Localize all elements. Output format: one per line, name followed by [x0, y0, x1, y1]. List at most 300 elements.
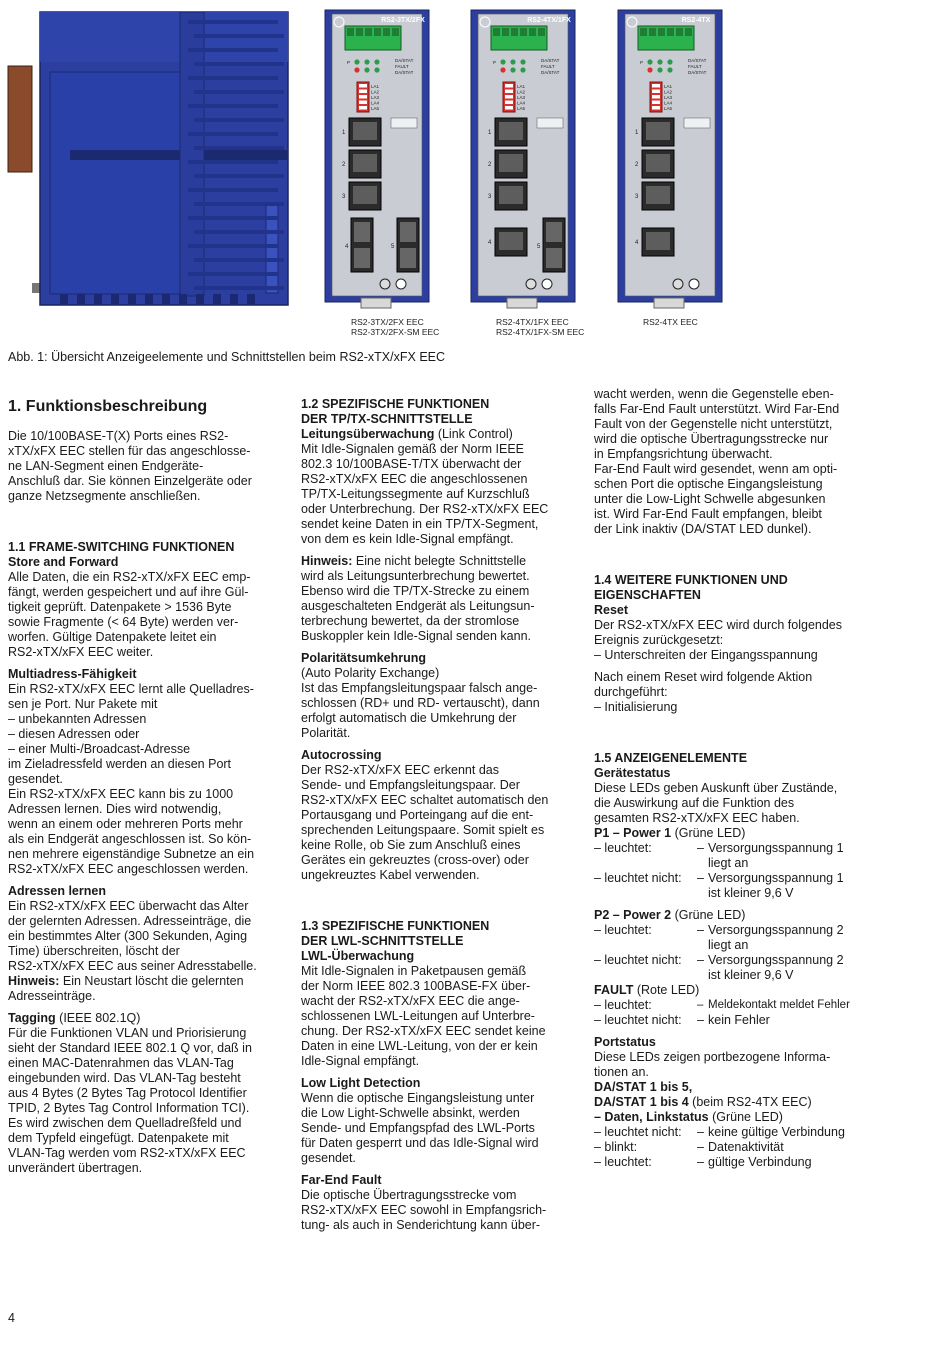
text-line: durchgeführt:: [594, 685, 668, 699]
port-number: 3: [488, 194, 492, 200]
text-line: die Auswirkung auf die Funktion des: [594, 796, 795, 810]
panel-header-text: RS2-4TX: [681, 17, 711, 24]
led: [374, 67, 379, 72]
fault-label: FAULT: [594, 983, 634, 997]
p-label: P: [347, 60, 351, 65]
tagging-text: [8, 1026, 286, 1176]
p1-suffix: (Grüne LED): [671, 826, 746, 840]
fin: [188, 76, 278, 80]
device-illustration: [0, 0, 950, 345]
text-line: Die 10/100BASE-T(X) Ports eines RS2-: [8, 429, 229, 443]
reset-text-2: [594, 670, 879, 715]
text-line: RS2-xTX/xFX EEC aus seiner Adresstabelle.: [8, 959, 257, 973]
text-line: schlossen (RD+ und RD- vertauscht), dann: [301, 696, 540, 710]
fiber-socket: [400, 222, 416, 242]
text-line: ungekreuztes Kabel verwenden.: [301, 868, 480, 882]
text-line: erfolgt automatisch die Umkehrung der: [301, 711, 517, 725]
p1-heading: [594, 826, 879, 841]
fin-bottom: [213, 294, 221, 304]
text-line: sendet keine Daten in ein TP/TX-Segment,: [301, 517, 539, 531]
text-line: Idle-Signal empfängt.: [301, 1054, 420, 1068]
front-panel-1: [325, 10, 429, 308]
fin: [188, 20, 278, 24]
fin-bottom: [111, 294, 119, 304]
polarity-text: [301, 666, 579, 741]
dip-label: LA1: [664, 84, 673, 89]
din-clip: [507, 298, 537, 308]
text-line: Sende- und Empfangspfad des LWL-Ports: [301, 1121, 535, 1135]
led-label: DA/STAT: [541, 58, 560, 63]
text-line: wird die optische Übertragungsstrecke nur: [594, 432, 829, 446]
rj45-socket: [353, 122, 377, 140]
text-line: ne LAN-Segment einen Endgeräte-: [8, 459, 204, 473]
text-line: Ist das Empfangsleitungspaar falsch ange-: [301, 681, 538, 695]
port-number: 2: [635, 162, 639, 168]
front-panel-3: [618, 10, 722, 308]
dip-label: LA4: [517, 100, 526, 106]
tagging-label: Tagging: [8, 1011, 56, 1025]
text-line: unter die Low-Light Schwelle abgesunken: [594, 492, 826, 506]
text-line: – unbekannten Adressen: [8, 712, 147, 726]
fin: [188, 272, 278, 276]
fin: [188, 132, 278, 136]
text-line: Polarität.: [301, 726, 351, 740]
terminal-screw: [676, 28, 683, 36]
text-line: Ebenso wird die TP/TX-Strecke zu einem: [301, 584, 530, 598]
text-line: schlossenen LWL-Leitungen auf Unterbre-: [301, 1009, 535, 1023]
led-label: DA/STAT: [688, 58, 707, 63]
terminal-screw: [347, 28, 354, 36]
device-label-2: RS2-4TX/1FX EEC RS2-4TX/1FX-SM EEC: [496, 317, 585, 337]
text-line: wird als Leitungsunterbrechung bewertet.: [301, 569, 530, 583]
led: [520, 67, 525, 72]
p1-off-row: [594, 871, 879, 886]
text-line: nen mehrere eigenständige Subnetze an ein: [8, 847, 255, 861]
heading-reset: Reset: [594, 603, 629, 617]
text-line: RS2-xTX/xFX EEC angeschlossen werden.: [8, 862, 249, 876]
column-1: [8, 397, 286, 1176]
fin-bottom: [60, 294, 68, 304]
dip-lever: [359, 95, 367, 99]
dip-label: LA3: [664, 95, 673, 100]
led-label: FAULT: [395, 64, 409, 69]
lwl-monitoring-text: [301, 964, 579, 1069]
heading-port-status: Portstatus: [594, 1035, 656, 1049]
dip-lever: [505, 95, 513, 99]
heading-multiaddress: Multiadress-Fähigkeit: [8, 667, 137, 681]
led: [510, 59, 515, 64]
p-label: P: [640, 60, 644, 65]
fin-bottom: [247, 294, 255, 304]
terminal-screw: [649, 28, 656, 36]
fin-bottom: [230, 294, 238, 304]
port-number: 4: [345, 244, 349, 250]
heading-polarity: Polaritätsumkehrung: [301, 651, 427, 665]
p1-on-value-cont: liegt an: [708, 856, 749, 870]
led: [500, 67, 505, 72]
panel-header-text: RS2-4TX/1FX: [527, 17, 571, 24]
heading-tp-tx-1: 1.2 SPEZIFISCHE FUNKTIONEN: [301, 397, 490, 411]
reset-text: [594, 618, 879, 663]
dip-label: LA2: [517, 89, 526, 95]
fault-on-row: [594, 998, 879, 1013]
fin: [188, 216, 278, 220]
dip-label: LA5: [517, 106, 526, 111]
heading-link-control: [301, 427, 579, 442]
section-title-1: 1. Funktionsbeschreibung: [8, 398, 208, 415]
fin: [188, 48, 278, 52]
fin: [194, 62, 284, 66]
rj45-socket: [646, 232, 670, 250]
dip-lever: [505, 90, 513, 94]
low-light-text: [301, 1091, 579, 1166]
address-learning-hint: [8, 974, 286, 989]
dip-lever: [359, 106, 367, 110]
dastat-blink-value: – Datenaktivität: [697, 1140, 784, 1154]
led-label: DA/STAT: [688, 70, 707, 75]
dip-lever: [359, 84, 367, 88]
intro-paragraph: [8, 429, 286, 504]
led: [520, 59, 525, 64]
text-line: Mit Idle-Signalen gemäß der Norm IEEE: [301, 442, 525, 456]
terminal-screw: [538, 28, 545, 36]
text-line: sen je Port. Nur Pakete mit: [8, 697, 158, 711]
heading-lwl-monitoring: LWL-Überwachung: [301, 949, 415, 963]
port-number: 5: [391, 244, 395, 250]
dastat-on-row: [594, 1155, 879, 1170]
text-line: falls Far-End Fault unterstützt. Wird Far-End: [594, 402, 840, 416]
text-line: wacht der RS2-xTX/xFX EEC die ange-: [301, 994, 520, 1008]
text-line: die Low Light-Schwelle absinkt, werden: [301, 1106, 520, 1120]
terminal-screw: [374, 28, 381, 36]
column-2: [301, 397, 579, 1233]
front-panel-2: [471, 10, 575, 308]
rj45-socket: [353, 154, 377, 172]
text-line: Portausgang und Porteingang auf die ent-: [301, 808, 534, 822]
led-label: DA/STAT: [541, 70, 560, 75]
text-line: gesendet.: [301, 1151, 356, 1165]
terminal-screw: [667, 28, 674, 36]
led: [374, 59, 379, 64]
device-label-3: RS2-4TX EEC: [643, 317, 698, 327]
text-line: ein bestimmtes Alter (300 Sekunden, Aging: [8, 929, 248, 943]
earth-icon: [542, 279, 552, 289]
p2-label: P2 – Power 2: [594, 908, 672, 922]
fin-bottom: [145, 294, 153, 304]
text-line: Anschluß dar. Sie können Einzelgeräte oder: [8, 474, 252, 488]
dip-lever: [359, 101, 367, 105]
p1-on-row: [594, 841, 879, 856]
address-learning-text: [8, 899, 286, 974]
text-line: fängt, werden gespeichert und auf ihre Gül-: [8, 585, 249, 599]
rj45-socket: [353, 186, 377, 204]
dastat-blink-key: – blinkt:: [594, 1140, 638, 1154]
heading-lwl-1: 1.3 SPEZIFISCHE FUNKTIONEN: [301, 919, 490, 933]
dastat-off-key: – leuchtet nicht:: [594, 1125, 682, 1139]
device-figure: [0, 0, 950, 345]
hint-label: Hinweis:: [8, 974, 60, 988]
text-line: der Norm IEEE 802.3 100BASE-FX über-: [301, 979, 531, 993]
dip-lever: [652, 95, 660, 99]
tagging-suffix: (IEEE 802.1Q): [55, 1011, 141, 1025]
port-number: 2: [488, 162, 492, 168]
led: [364, 67, 369, 72]
dip-lever: [505, 101, 513, 105]
dip-label: LA4: [664, 100, 673, 106]
front-panels: [325, 10, 722, 308]
fault-off-key: – leuchtet nicht:: [594, 1013, 682, 1027]
din-clip: [361, 298, 391, 308]
text-line: Es wird zwischen dem Quelladreßfeld und: [8, 1116, 242, 1130]
p1-off-key: – leuchtet nicht:: [594, 871, 682, 885]
fault-heading: [594, 983, 879, 998]
ground-screw-icon: [380, 279, 390, 289]
text-line: – Initialisierung: [594, 700, 678, 714]
p2-off-key: – leuchtet nicht:: [594, 953, 682, 967]
text-line: RS2-xTX/xFX EEC schaltet automatisch den: [301, 793, 549, 807]
din-clip: [654, 298, 684, 308]
text-line: wacht werden, wenn die Gegenstelle eben-: [594, 387, 834, 401]
fiber-socket: [546, 222, 562, 242]
text-line: Diese LEDs zeigen portbezogene Informa-: [594, 1050, 831, 1064]
link-control-label: Leitungsüberwachung: [301, 427, 435, 441]
led: [354, 67, 359, 72]
p2-on-key: – leuchtet:: [594, 923, 652, 937]
dip-label: LA1: [517, 84, 526, 89]
port-number: 1: [635, 130, 639, 136]
p1-on-key: – leuchtet:: [594, 841, 652, 855]
led-label: FAULT: [688, 64, 702, 69]
port-number: 2: [342, 162, 346, 168]
p2-on-row: [594, 923, 879, 938]
fin-bottom: [162, 294, 170, 304]
fin: [194, 258, 284, 262]
heading-tagging: [8, 1011, 286, 1026]
dip-label: LA5: [371, 106, 380, 111]
dip-label: LA3: [517, 95, 526, 100]
dastat-off-value: – keine gültige Verbindung: [697, 1125, 845, 1139]
text-line: sowie Fragmente (< 64 Byte) werden ver-: [8, 615, 239, 629]
fin: [194, 146, 284, 150]
p2-heading: [594, 908, 879, 923]
heading-frame-switching: 1.1 FRAME-SWITCHING FUNKTIONEN: [8, 540, 235, 554]
terminal-screw: [383, 28, 390, 36]
terminal-screw: [640, 28, 647, 36]
link-control-suffix: (Link Control): [434, 427, 513, 441]
fiber-socket: [400, 248, 416, 268]
text-line: Ein RS2-xTX/xFX EEC lernt alle Quelladres-: [8, 682, 254, 696]
text-line: VLAN-Tag werden vom RS2-xTX/xFX EEC: [8, 1146, 246, 1160]
heading-store-forward: Store and Forward: [8, 555, 119, 569]
fin: [194, 90, 284, 94]
heading-low-light: Low Light Detection: [301, 1076, 421, 1090]
led-label: DA/STAT: [395, 70, 414, 75]
terminal-screw: [511, 28, 518, 36]
text-line: Time) überschreiten, löscht der: [8, 944, 180, 958]
text-line: in Empfangsrichtung überwacht.: [594, 447, 773, 461]
text-line: Far-End Fault wird gesendet, wenn am opti-: [594, 462, 838, 476]
text-line: tigkeit geprüft. Datenpakete > 1536 Byte: [8, 600, 232, 614]
fin: [194, 34, 284, 38]
page-number: 4: [8, 1311, 15, 1325]
dastat-line-2: [594, 1095, 879, 1110]
p1-on-value: – Versorgungsspannung 1: [697, 841, 844, 855]
fin: [194, 118, 284, 122]
heading-far-end-fault: Far-End Fault: [301, 1173, 382, 1187]
heading-device-status: Gerätestatus: [594, 766, 671, 780]
led-label: FAULT: [541, 64, 555, 69]
dip-lever: [652, 106, 660, 110]
text-line: TPID, 2 Bytes Tag Control Information TCI).: [8, 1101, 250, 1115]
fin: [188, 188, 278, 192]
fault-off-row: [594, 1013, 879, 1028]
text-line: tionen an.: [594, 1065, 649, 1079]
p1-label: P1 – Power 1: [594, 826, 672, 840]
text-line: Wenn die optische Eingangsleistung unter: [301, 1091, 535, 1105]
text-line: eingebunden wird. Das VLAN-Tag besteht: [8, 1071, 241, 1085]
dip-label: LA2: [664, 89, 673, 95]
port-number: 5: [537, 244, 541, 250]
text-line: RS2-xTX/xFX EEC weiter.: [8, 645, 154, 659]
fin-bottom: [77, 294, 85, 304]
ground-screw-icon: [673, 279, 683, 289]
led: [657, 67, 662, 72]
p1-off-value-cont: ist kleiner 9,6 V: [708, 886, 794, 900]
text-line: keine Rolle, ob Sie zum Anschluß eines: [301, 838, 521, 852]
text-line: – diesen Adressen oder: [8, 727, 140, 741]
terminal-screw: [502, 28, 509, 36]
device-status-text: [594, 781, 879, 826]
text-line: Mit Idle-Signalen in Paketpausen gemäß: [301, 964, 527, 978]
fin: [194, 202, 284, 206]
tp-hint-label: Hinweis:: [301, 554, 353, 568]
text-line: ist. Wird Far-End Fault empfangen, bleibt: [594, 507, 822, 521]
led: [364, 59, 369, 64]
fiber-socket: [354, 248, 370, 268]
earth-icon: [396, 279, 406, 289]
dastat-line-2-suffix: (beim RS2-4TX EEC): [688, 1095, 812, 1109]
text-line: unverändert übertragen.: [8, 1161, 143, 1175]
text-line: der Link inaktiv (DA/STAT LED dunkel).: [594, 522, 812, 536]
text-line: Sende- und Empfangsleitungspaar. Der: [301, 778, 520, 792]
far-end-fault-cont: [594, 387, 879, 537]
fault-on-value: – Meldekontakt meldet Fehler: [697, 999, 850, 1011]
panel-header-text: RS2-3TX/2FX: [381, 17, 425, 24]
rj45-socket: [499, 186, 523, 204]
text-line: Buskoppler kein Idle-Signal senden kann.: [301, 629, 532, 643]
text-line: Ein RS2-xTX/xFX EEC kann bis zu 1000: [8, 787, 234, 801]
led: [647, 59, 652, 64]
text-line: ausgeschalteten Endgerät als Leitungsun-: [301, 599, 535, 613]
text-line: Daten in eine LWL-Leitung, von der er kein: [301, 1039, 538, 1053]
text-line: im Zieladressfeld werden an diesen Port: [8, 757, 232, 771]
port-number: 1: [342, 130, 346, 136]
figure-caption: Abb. 1: Übersicht Anzeigeelemente und Schnittstellen beim RS2-xTX/xFX EEC: [8, 350, 446, 364]
terminal-screw: [356, 28, 363, 36]
dip-lever: [359, 90, 367, 94]
text-line: – Unterschreiten der Eingangsspannung: [594, 648, 818, 662]
rj45-socket: [499, 154, 523, 172]
port-number: 4: [488, 240, 492, 246]
terminal-screw: [685, 28, 692, 36]
tp-hint: [301, 554, 579, 569]
dastat-line-3: [594, 1110, 879, 1125]
dip-lever: [652, 90, 660, 94]
text-line: Für die Funktionen VLAN und Priorisierung: [8, 1026, 247, 1040]
text-line: gesendet.: [8, 772, 63, 786]
heading-further-2: EIGENSCHAFTEN: [594, 588, 701, 602]
text-line: Ereignis zurückgesetzt:: [594, 633, 724, 647]
dip-lever: [652, 101, 660, 105]
fin: [194, 286, 284, 290]
fin-bottom: [128, 294, 136, 304]
fin: [188, 160, 278, 164]
heading-lwl-2: DER LWL-SCHNITTSTELLE: [301, 934, 464, 948]
fin: [194, 230, 284, 234]
terminal-screw: [493, 28, 500, 36]
multiaddress-text: [8, 682, 286, 877]
text-line: – einer Multi-/Broadcast-Adresse: [8, 742, 191, 756]
text-line: Ein RS2-xTX/xFX EEC überwacht das Alter: [8, 899, 249, 913]
led: [657, 59, 662, 64]
dip-label: LA5: [664, 106, 673, 111]
tp-hint-text: [301, 569, 579, 644]
rj45-socket: [499, 122, 523, 140]
fault-off-value: – kein Fehler: [697, 1013, 770, 1027]
p2-off-row: [594, 953, 879, 968]
earth-icon: [689, 279, 699, 289]
fin-bottom: [196, 294, 204, 304]
connector-strip: [684, 118, 710, 128]
text-line: Adressen lernen. Dies wird notwendig,: [8, 802, 222, 816]
p2-off-value: – Versorgungsspannung 2: [697, 953, 844, 967]
dip-lever: [652, 84, 660, 88]
fault-on-key: – leuchtet:: [594, 998, 652, 1012]
text-line: sprechenden Leitungspaare. Somit spielt es: [301, 823, 545, 837]
text-line: von dem es kein Idle-Signal empfängt.: [301, 532, 514, 546]
text-line: aus 4 Bytes (2 Bytes Tag Protocol Identifier: [8, 1086, 247, 1100]
text-line: dem Typfeld eingefügt. Datenpakete mit: [8, 1131, 229, 1145]
autocrossing-text: [301, 763, 579, 883]
text-line: ganze Netzsegmente anschließen.: [8, 489, 201, 503]
side-view-device: [8, 12, 288, 305]
dip-label: LA1: [371, 84, 380, 89]
hint-text-cont: Adresseinträge.: [8, 989, 96, 1003]
led-label: DA/STAT: [395, 58, 414, 63]
port-number: 4: [635, 240, 639, 246]
p2-on-value-cont: liegt an: [708, 938, 749, 952]
text-line: schen Port die optische Eingangsleistung: [594, 477, 823, 491]
heading-further-1: 1.4 WEITERE FUNKTIONEN UND: [594, 573, 788, 587]
p1-off-value: – Versorgungsspannung 1: [697, 871, 844, 885]
link-control-text: [301, 442, 579, 547]
port-number: 3: [342, 194, 346, 200]
rj45-socket: [646, 122, 670, 140]
p2-suffix: (Grüne LED): [671, 908, 746, 922]
tp-hint-first: Eine nicht belegte Schnittstelle: [352, 554, 527, 568]
dastat-on-value: – gültige Verbindung: [697, 1155, 812, 1169]
text-line: tung- als auch in Senderichtung kann über-: [301, 1218, 541, 1232]
fault-suffix: (Rote LED): [633, 983, 700, 997]
port-number: 1: [488, 130, 492, 136]
port-status-text: [594, 1050, 879, 1080]
text-line: als ein Endgerät angeschlossen ist. So kön-: [8, 832, 252, 846]
dip-label: LA3: [371, 95, 380, 100]
rj45-socket: [499, 232, 523, 250]
text-line: Gerätes ein gekreuztes (cross-over) oder: [301, 853, 529, 867]
text-line: Alle Daten, die ein RS2-xTX/xFX EEC emp-: [8, 570, 251, 584]
dastat-on-key: – leuchtet:: [594, 1155, 652, 1169]
